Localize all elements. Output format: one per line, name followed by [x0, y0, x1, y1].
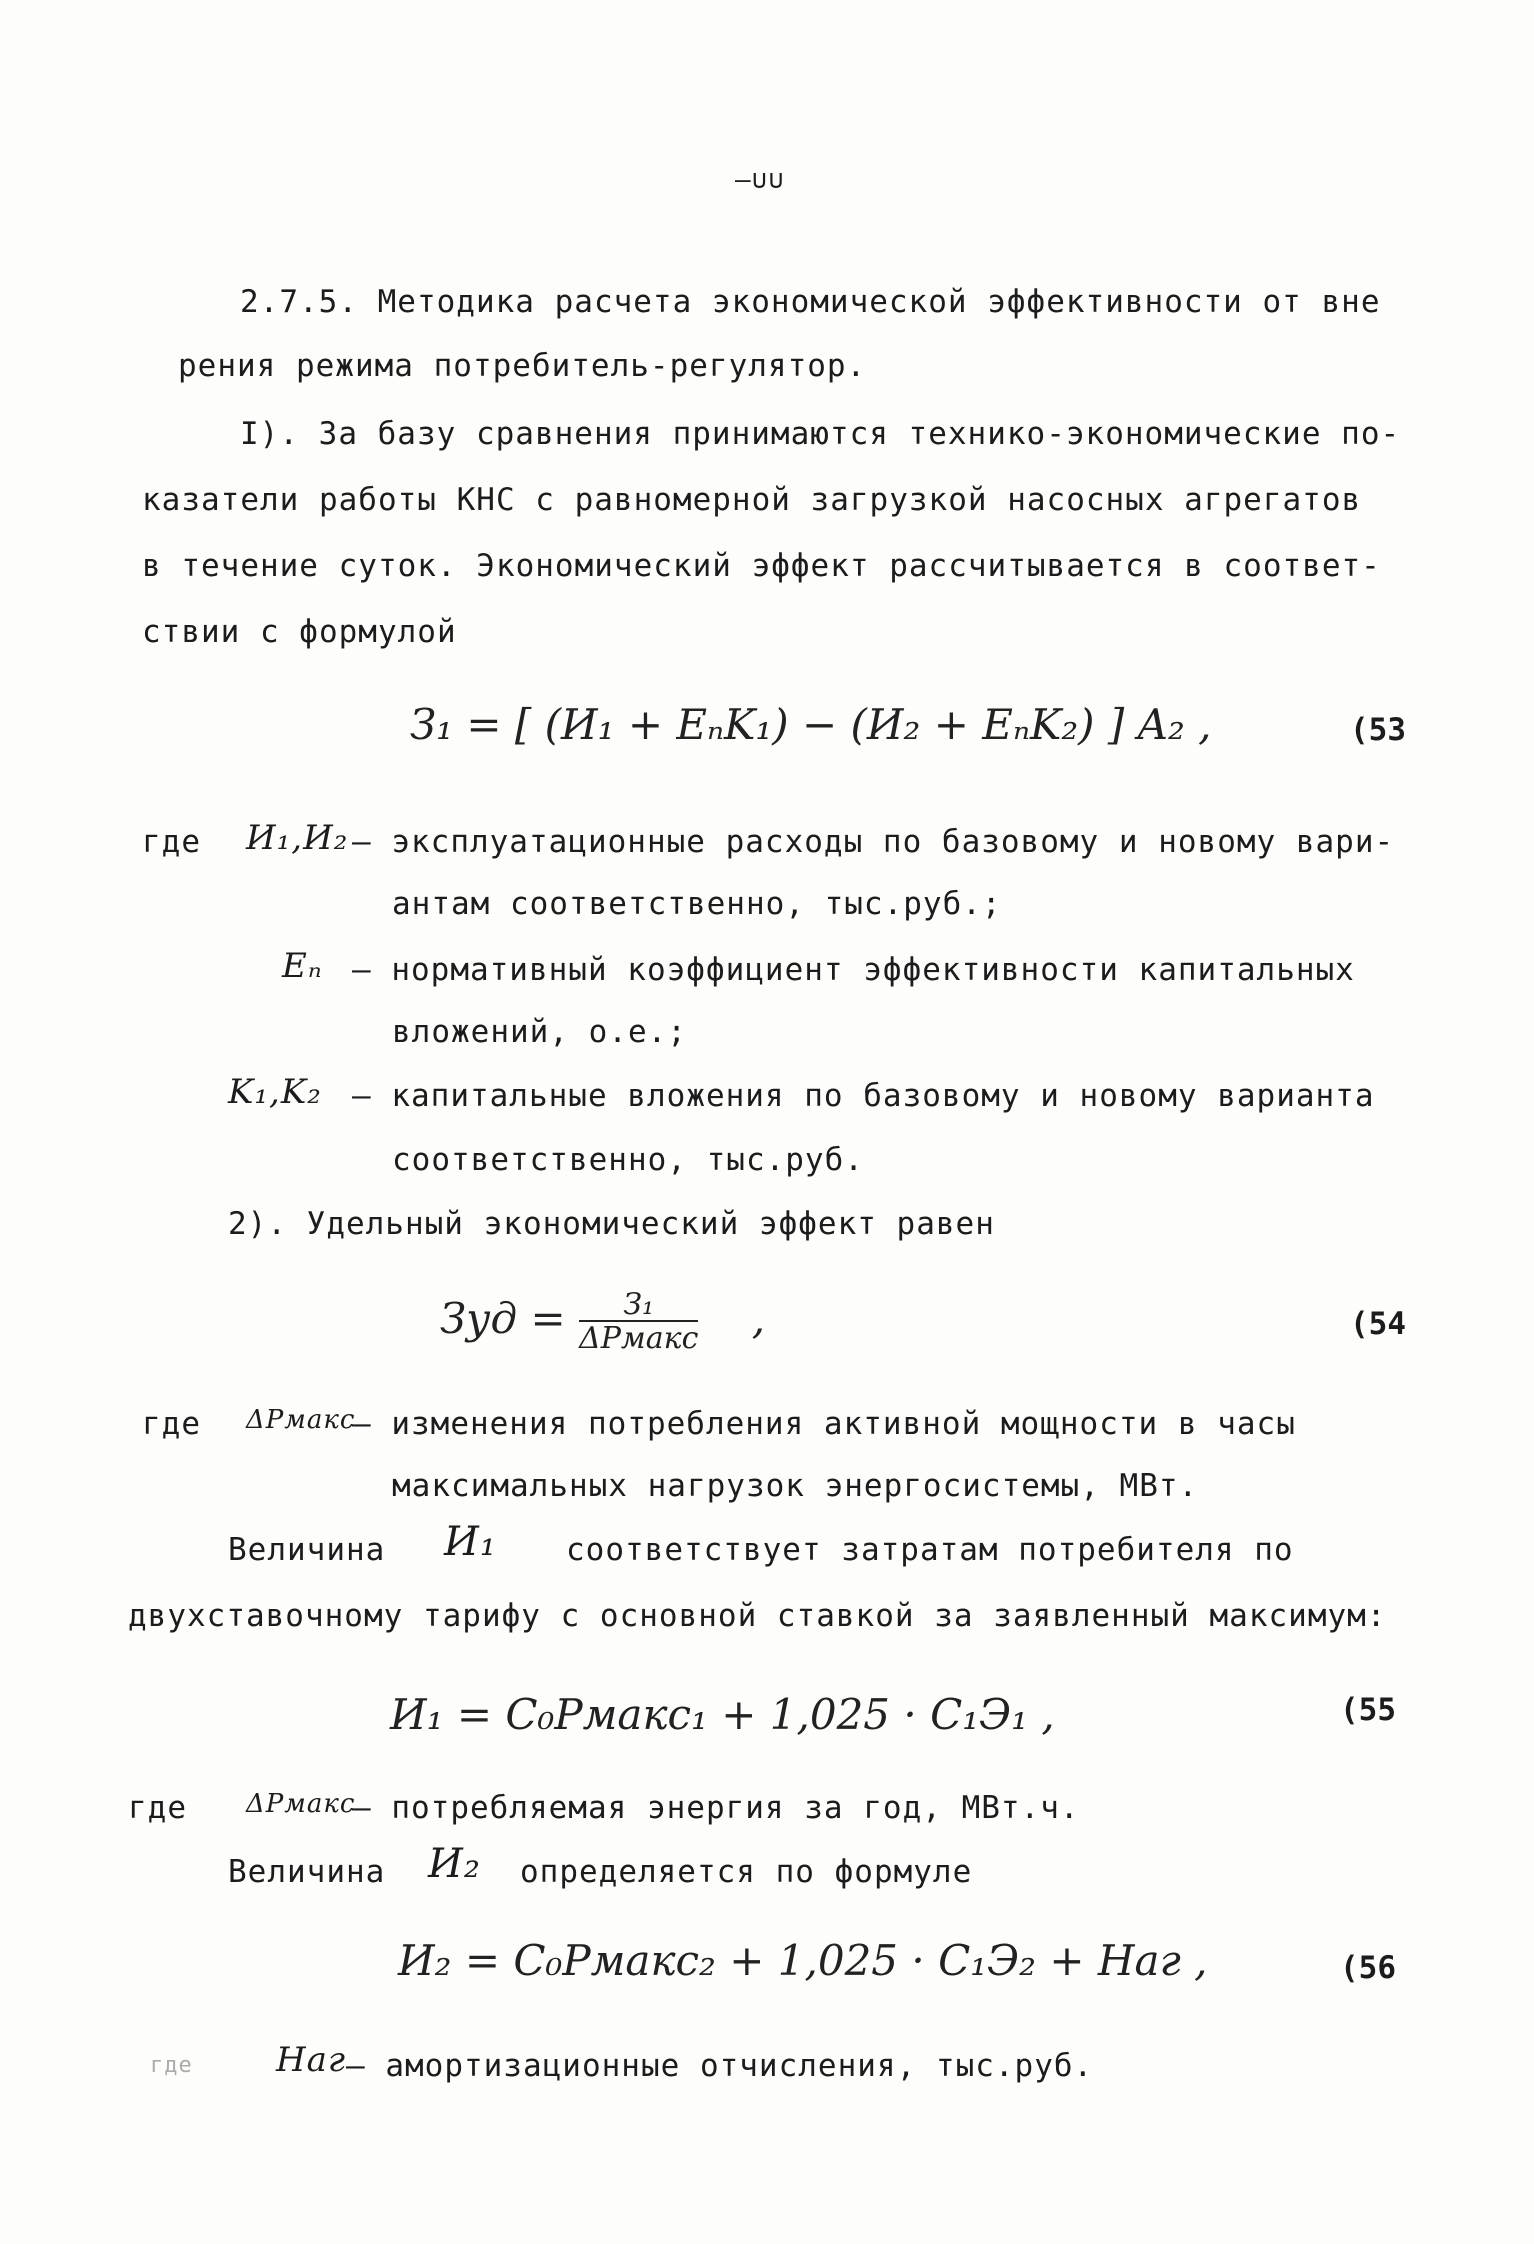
symbol-En: Eₙ — [282, 946, 323, 986]
paragraph-2: 2). Удельный экономический эффект равен — [228, 1206, 995, 1242]
formula-54-denominator: ΔPмакс — [579, 1321, 699, 1356]
formula-54-comma: , — [751, 1294, 766, 1343]
symbol-I1-I2: И₁,И₂ — [246, 818, 349, 858]
paragraph-1-line-4: ствии с формулой — [142, 614, 457, 650]
symbol-I1: И₁ — [444, 1519, 497, 1565]
where-label-4: где — [150, 2053, 193, 2078]
definition-Hag: – амортизационные отчисления, тыс.руб. — [346, 2048, 1094, 2084]
equation-number-55: (55 — [1340, 1692, 1396, 1728]
definition-I-line-2: антам соответственно, тыс.руб.; — [392, 886, 1002, 922]
formula-54 — [440, 1287, 766, 1356]
paragraph-3-post: соответствует затратам потребителя по — [566, 1532, 1294, 1568]
formula-53: З₁ = [ (И₁ + EₙK₁) − (И₂ + EₙK₂) ] A₂ , — [410, 700, 1212, 749]
paragraph-3-line-2: двухставочному тарифу с основной ставкой за заявленный максимум: — [128, 1598, 1387, 1634]
where-label-3: где — [128, 1790, 187, 1826]
page-number: —∪∪ — [735, 165, 785, 195]
formula-54-lhs: Зуд = — [440, 1294, 566, 1343]
symbol-Hag: Hаг — [276, 2040, 347, 2080]
definition-energy: – потребляемая энергия за год, МВт.ч. — [352, 1790, 1080, 1826]
definition-dPmax-line-1: – изменения потребления активной мощности в часы — [352, 1406, 1296, 1442]
paragraph-1-line-2: казатели работы КНС с равномерной загрузкой насосных агрегатов — [142, 482, 1362, 518]
paragraph-1-line-3: в течение суток. Экономический эффект рассчитывается в соответ- — [142, 548, 1381, 584]
definition-I-line-1: – эксплуатационные расходы по базовому и новому вари- — [352, 824, 1395, 860]
equation-number-54: (54 — [1350, 1306, 1406, 1342]
section-heading-line-1: 2.7.5. Методика расчета экономической эффективности от вне — [240, 284, 1381, 320]
formula-55: И₁ = C₀Pмакс₁ + 1,025 · C₁Э₁ , — [390, 1690, 1055, 1739]
symbol-I2: И₂ — [428, 1841, 481, 1887]
definition-En-line-2: вложений, о.е.; — [392, 1014, 687, 1050]
definition-dPmax-line-2: максимальных нагрузок энергосистемы, МВт. — [392, 1468, 1199, 1504]
definition-K-line-2: соответственно, тыс.руб. — [392, 1142, 864, 1178]
formula-54-fraction — [579, 1287, 699, 1356]
definition-En-line-1: – нормативный коэффициент эффективности капитальных — [352, 952, 1355, 988]
where-label-1: где — [142, 824, 201, 860]
formula-56: И₂ = C₀Pмакс₂ + 1,025 · C₁Э₂ + Hаг , — [398, 1936, 1208, 1985]
paragraph-1-line-1: I). За базу сравнения принимаются технико-экономические по- — [240, 416, 1401, 452]
symbol-dPmax-2: ΔPмакс — [246, 1789, 356, 1819]
paragraph-4-pre: Величина — [228, 1854, 386, 1890]
equation-number-53: (53 — [1350, 712, 1406, 748]
symbol-dPmax: ΔPмакс — [246, 1405, 356, 1435]
paragraph-4-post: определяется по формуле — [520, 1854, 973, 1890]
definition-K-line-1: – капитальные вложения по базовому и новому варианта — [352, 1078, 1375, 1114]
equation-number-56: (56 — [1340, 1950, 1396, 1986]
paragraph-3-pre: Величина — [228, 1532, 386, 1568]
symbol-K1-K2: K₁,K₂ — [228, 1072, 322, 1112]
where-label-2: где — [142, 1406, 201, 1442]
formula-54-numerator: З₁ — [623, 1287, 655, 1322]
section-heading-line-2: рения режима потребитель-регулятор. — [178, 348, 867, 384]
